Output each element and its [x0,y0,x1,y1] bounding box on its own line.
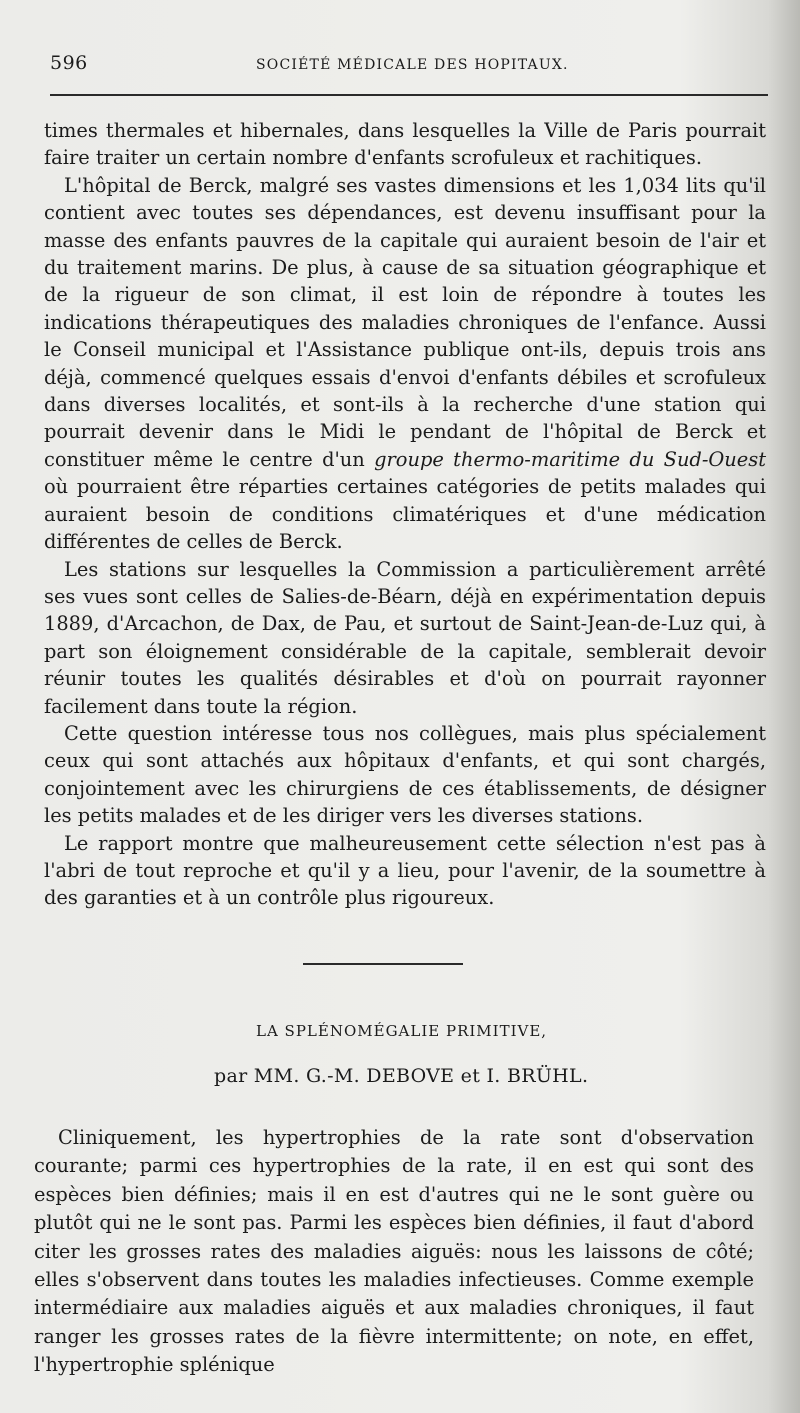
paragraph-2 [44,172,766,556]
paragraph-1: times thermales et hibernales, dans lesquelles la Ville de Paris pourrait faire traiter un certain nombre d'enfants scrofuleux et rachitiques. [44,119,766,170]
paragraph-5: Le rapport montre que malheureusement cette sélection n'est pas à l'abri de tout reproche et qu'il y a lieu, pour l'avenir, de la soumettre à des garanties et à un contrôle plus rigoureux. [44,831,766,910]
page-number: 596 [50,52,88,74]
paragraph-4: Cette question intéresse tous nos collègues, mais plus spécialement ceux qui sont attachés aux hôpitaux d'enfants, et qui sont chargés, conjointement avec les chirurgiens de ces établissements, de désigner les petits malades et de les diriger vers les diverses stations. [44,721,766,828]
paragraph-3: Les stations sur lesquelles la Commission a particulièrement arrêté ses vues sont celles de Salies-de-Béarn, déjà en expérimentation depuis 1889, d'Arcachon, de Dax, de Pau, et surtout de Saint-Jean-de-Luz qui, à part son éloignement considérable de la capitale, semblerait devoir réunir toutes les qualités désirables et d'où on pourrait rayonner facilement dans toute la région. [44,557,766,718]
running-title: SOCIÉTÉ MÉDICALE DES HOPITAUX. [256,57,569,73]
article-title: LA SPLÉNOMÉGALIE PRIMITIVE, [256,1022,548,1040]
page-header [50,52,768,82]
article-text [34,1124,754,1380]
paragraph-2-end: où pourraient être réparties certaines catégories de petits malades qui auraient besoin de conditions climatériques et d'une médication différentes de celles de Berck. [44,475,766,554]
header-rule [50,94,768,96]
report-text [44,117,766,912]
paragraph-2-start: L'hôpital de Berck, malgré ses vastes dimensions et les 1,034 lits qu'il contient avec toutes ses dépendances, est devenu insuffisant pour la masse des enfants pauvres de la capitale qui auraient besoin de l'air et du traitement marins. De plus, à cause de sa situation géographique et de la rigueur de son climat, il est loin de répondre à toutes les indications thérapeutiques des maladies chroniques de l'enfance. Aussi le Conseil municipal et l'Assistance publique ont-ils, depuis trois ans déjà, commencé quelques essais d'envoi d'enfants débiles et scrofuleux dans diverses localités, et sont-ils à la recherche d'une station qui pourrait devenir dans le Midi le pendant de l'hôpital de Berck et constituer même le centre d'un [44,173,766,471]
article-byline: par MM. G.-M. DEBOVE et I. BRÜHL. [214,1065,589,1087]
paragraph-2-italic: groupe thermo-maritime du Sud-Ouest [374,447,766,471]
article-paragraph-1: Cliniquement, les hypertrophies de la rate sont d'observation courante; parmi ces hypertrophies de la rate, il en est qui sont des espèces bien définies; mais il en est d'autres qui ne le sont guère ou plutôt qui ne le sont pas. Parmi les espèces bien définies, il faut d'abord citer les grosses rates des maladies aiguës: nous les laissons de côté; elles s'observent dans toutes les maladies infectieuses. Comme exemple intermédiaire aux maladies aiguës et aux maladies chroniques, il faut ranger les grosses rates de la fièvre intermittente; on note, en effet, l'hypertrophie splénique [34,1126,754,1377]
section-separator [303,963,463,965]
